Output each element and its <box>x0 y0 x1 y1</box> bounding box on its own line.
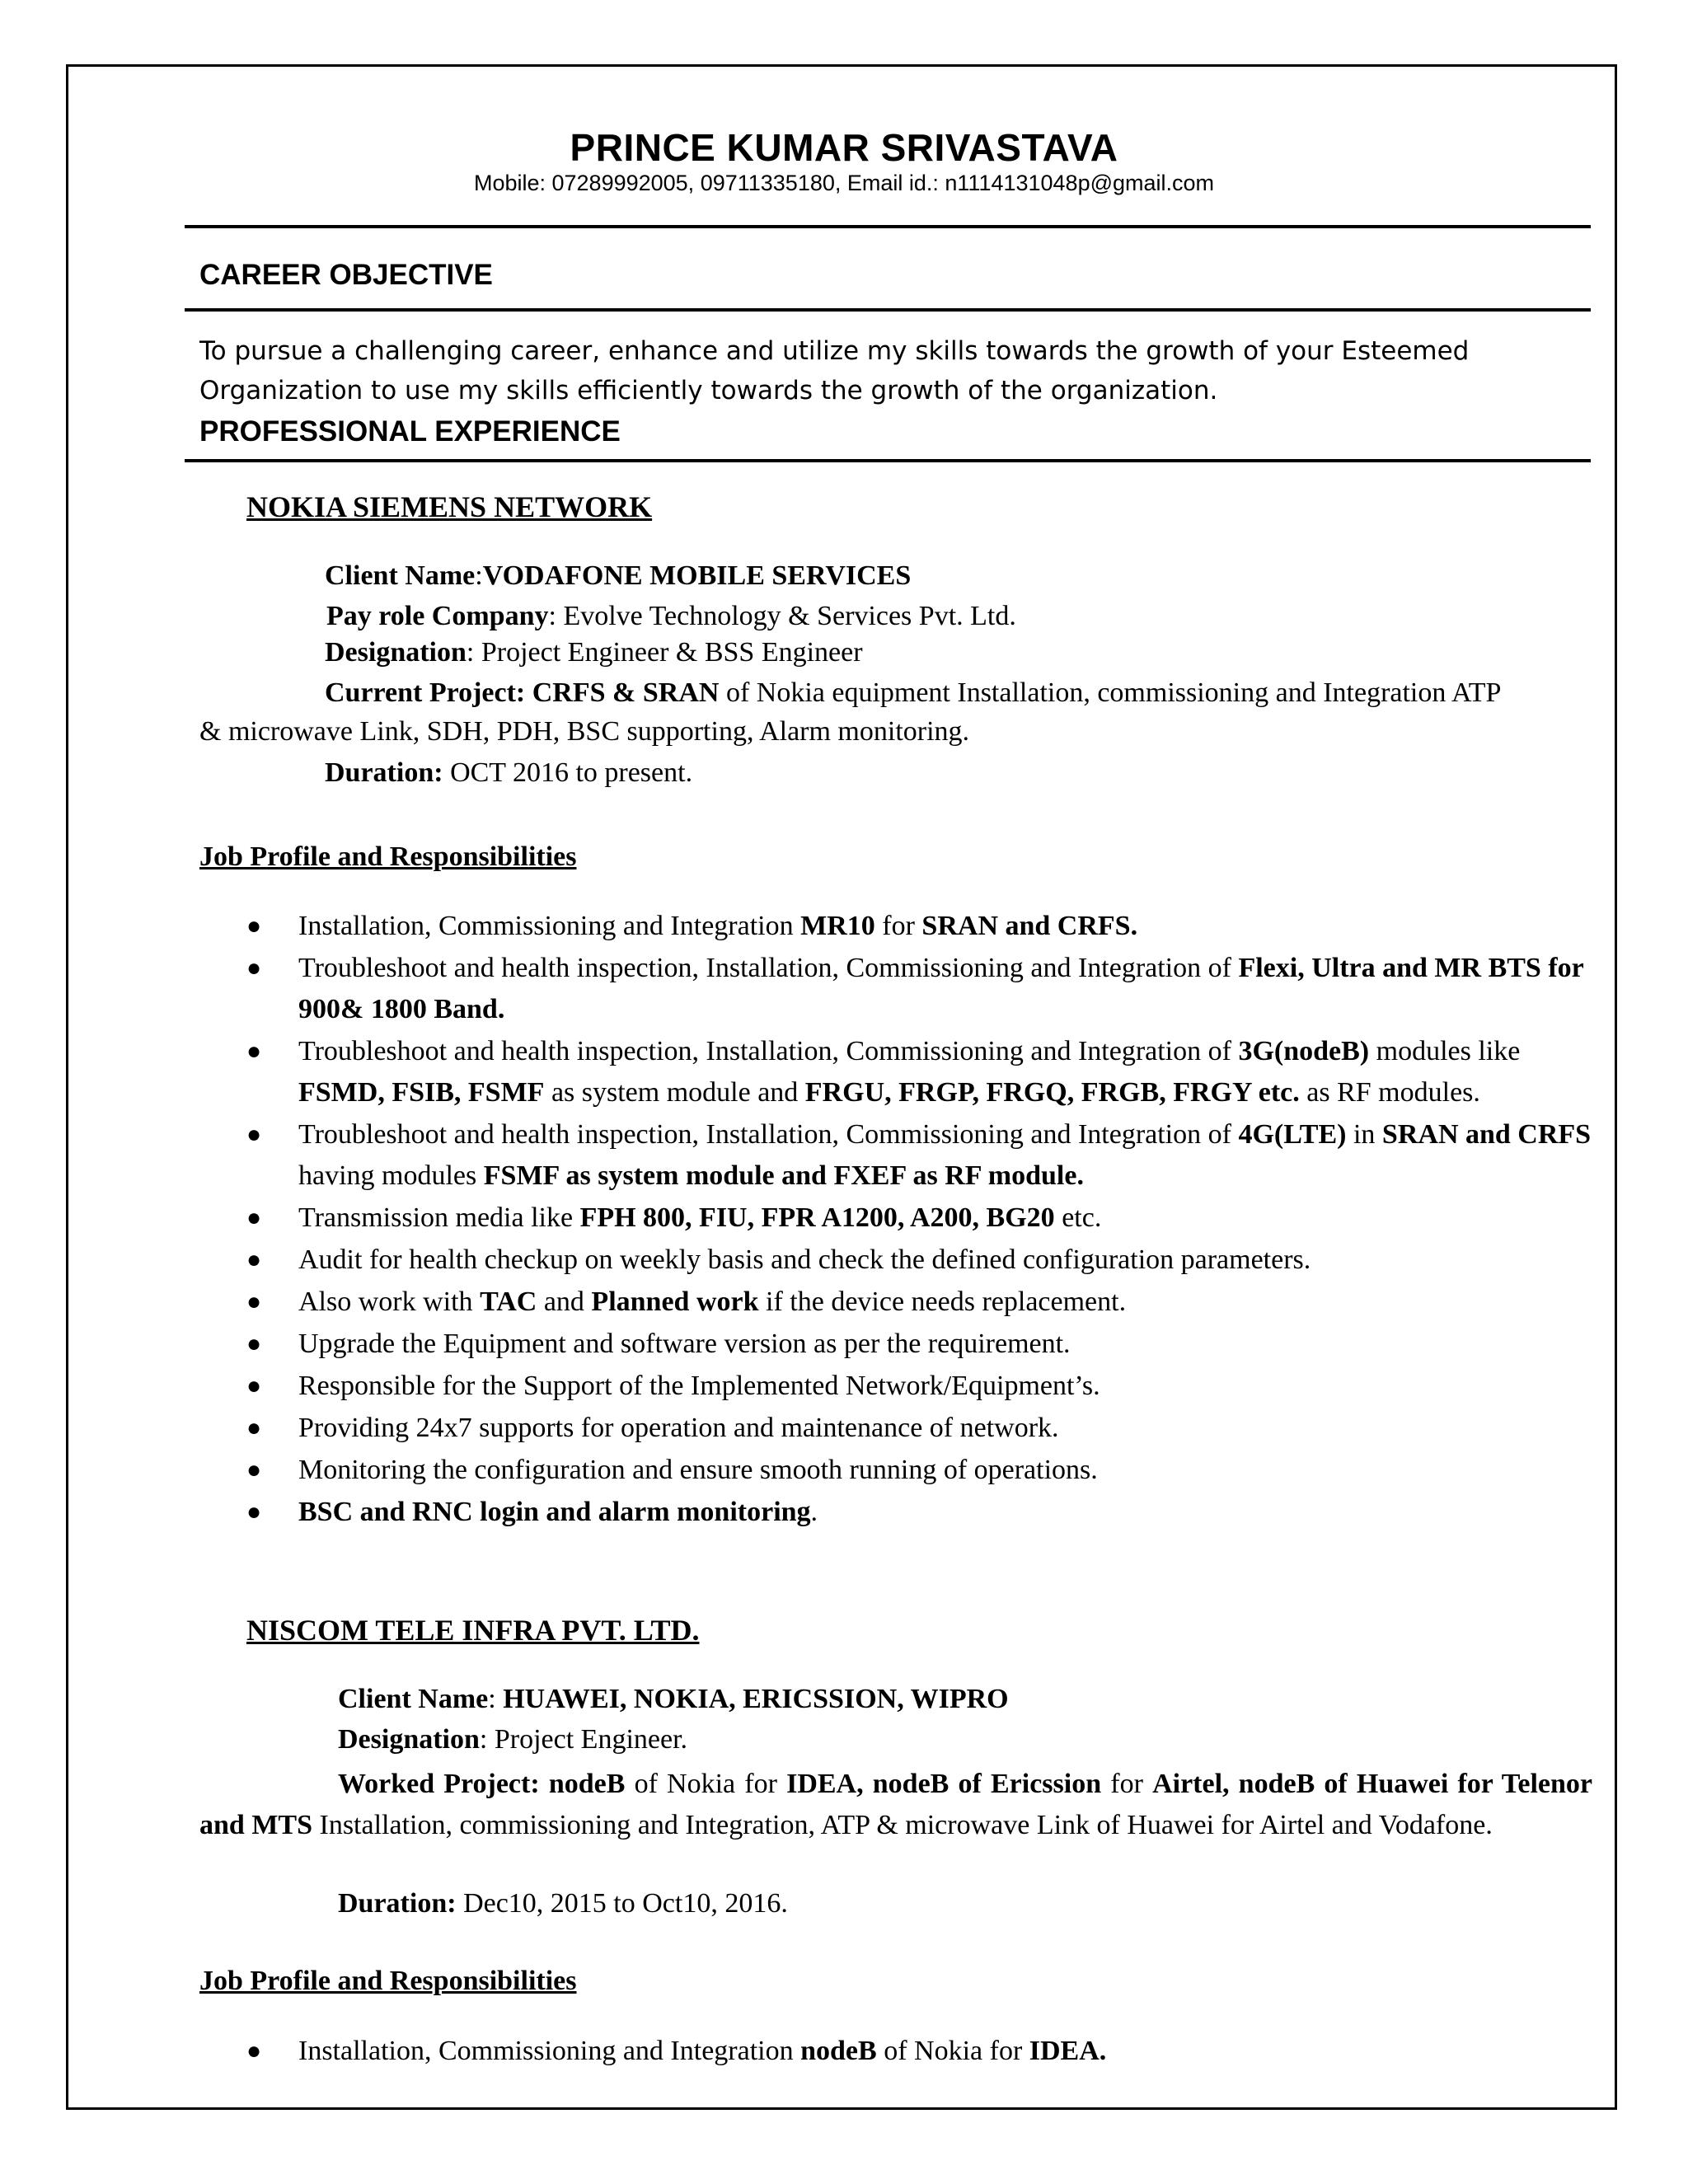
responsibility-list <box>199 906 1592 1534</box>
list-item: ● Transmission media like FPH 800, FIU, FPR A1200, A200, BG20 etc. <box>246 1202 1102 1233</box>
career-objective-heading: CAREER OBJECTIVE <box>199 259 493 291</box>
professional-experience-heading: PROFESSIONAL EXPERIENCE <box>199 415 621 448</box>
duration-value: Dec10, 2015 to Oct10, 2016. <box>456 1888 788 1919</box>
divider <box>185 459 1591 462</box>
duration-label: Duration: <box>338 1888 457 1919</box>
responsibility-list <box>199 2031 1592 2073</box>
client-name-line: Client Name: HUAWEI, NOKIA, ERICSSION, WIPRO <box>338 1684 1009 1714</box>
list-item: ● Audit for health checkup on weekly basis and check the defined configuration parameters. <box>246 1244 1311 1275</box>
designation-value: Project Engineer. <box>494 1724 688 1755</box>
payrole-label: Pay role Company <box>326 601 549 631</box>
list-item: ● Troubleshoot and health inspection, Installation, Commissioning and Integration of Flexi, Ultra and MR BTS for 900& 1800 Band. <box>246 953 1584 1024</box>
list-item: ● Troubleshoot and health inspection, Installation, Commissioning and Integration of 4G(LTE) in SRAN and CRFS having modules FSMF as system module and FXEF as RF module. <box>246 1119 1592 1191</box>
designation-line: Designation: Project Engineer & BSS Engineer <box>325 637 863 668</box>
company-name: NOKIA SIEMENS NETWORK <box>246 490 653 523</box>
worked-project-text: Worked Project: nodeB of Nokia for IDEA, nodeB of Ericssion for Airtel, nodeB of Huawei for Telenor and MTS Installation, commissioning and Integration, ATP & microwave Link of Huawei for Airtel and Vodafone. <box>199 1769 1592 1840</box>
duration-value: OCT 2016 to present. <box>443 757 693 788</box>
duration-label: Duration: <box>325 757 443 788</box>
client-name-value: HUAWEI, NOKIA, ERICSSION, WIPRO <box>503 1684 1009 1714</box>
client-name-line: Client Name:VODAFONE MOBILE SERVICES <box>325 560 912 591</box>
list-item: ● BSC and RNC login and alarm monitoring. <box>246 1497 818 1527</box>
list-item: ● Monitoring the configuration and ensure smooth running of operations. <box>246 1455 1098 1485</box>
payrole-line: Pay role Company: Evolve Technology & Services Pvt. Ltd. <box>326 601 1016 631</box>
designation-value: Project Engineer & BSS Engineer <box>481 637 863 668</box>
list-item: ● Installation, Commissioning and Integration nodeB of Nokia for IDEA. <box>246 2036 1107 2066</box>
contact-info: Mobile: 07289992005, 09711335180, Email id.: n1114131048p@gmail.com <box>473 171 1215 195</box>
list-item: ● Providing 24x7 supports for operation and maintenance of network. <box>246 1413 1059 1443</box>
list-item: ● Responsible for the Support of the Implemented Network/Equipment’s. <box>246 1371 1100 1401</box>
list-item: ● Also work with TAC and Planned work if the device needs replacement. <box>246 1286 1127 1317</box>
project-label: Current Project: CRFS & SRAN <box>325 677 720 708</box>
project-desc-continued: & microwave Link, SDH, PDH, BSC supporting, Alarm monitoring. <box>199 716 970 747</box>
candidate-name: PRINCE KUMAR SRIVASTAVA <box>570 126 1118 169</box>
designation-label: Designation <box>325 637 467 668</box>
payrole-value: Evolve Technology & Services Pvt. Ltd. <box>563 601 1016 631</box>
duration-line <box>325 757 692 789</box>
job-profile-heading: Job Profile and Responsibilities <box>199 1966 577 1996</box>
company-name: NISCOM TELE INFRA PVT. LTD. <box>246 1614 700 1647</box>
list-item: ● Troubleshoot and health inspection, Installation, Commissioning and Integration of 3G(nodeB) modules like FSMD, FSIB, FSMF as system module and FRGU, FRGP, FRGQ, FRGB, FRGY etc. as RF modules. <box>246 1036 1521 1108</box>
career-objective-text: To pursue a challenging career, enhance and utilize my skills towards the growth of your Esteemed Organization to use my skills efficiently towards the growth of the organization. <box>199 336 1470 405</box>
project-line <box>325 677 1501 709</box>
client-name-label: Client Name <box>325 560 476 591</box>
list-item: ● Installation, Commissioning and Integration MR10 for SRAN and CRFS. <box>246 911 1138 941</box>
divider <box>185 308 1591 312</box>
client-name-label: Client Name <box>338 1684 489 1714</box>
client-name-value: VODAFONE MOBILE SERVICES <box>482 560 912 591</box>
duration-line <box>338 1888 788 1919</box>
list-item: ● Upgrade the Equipment and software version as per the requirement. <box>246 1329 1071 1359</box>
project-desc: of Nokia equipment Installation, commissioning and Integration ATP <box>719 677 1502 708</box>
designation-label: Designation <box>338 1724 480 1755</box>
job-profile-heading: Job Profile and Responsibilities <box>199 841 577 872</box>
divider <box>185 225 1591 228</box>
designation-line: Designation: Project Engineer. <box>338 1724 688 1755</box>
